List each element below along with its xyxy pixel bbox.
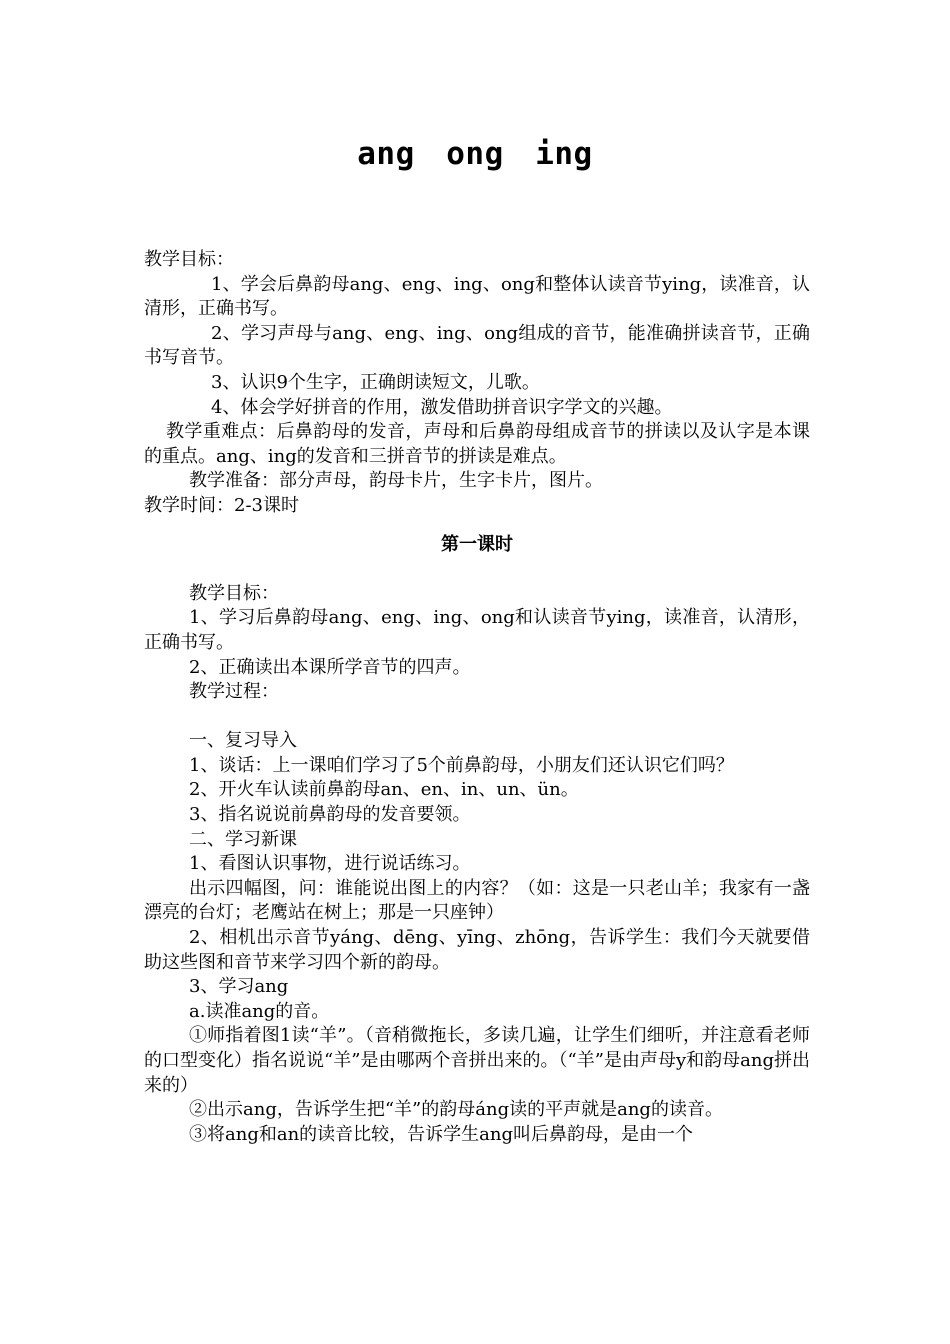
lesson-objective-item: 2、正确读出本课所学音节的四声。 bbox=[189, 656, 471, 678]
review-item: 3、指名说说前鼻韵母的发音要领。 bbox=[189, 804, 471, 826]
review-item: 2、开火车认读前鼻韵母an、en、in、un、ün。 bbox=[189, 779, 579, 801]
new-lesson-item: ③将ang和an的读音比较，告诉学生ang叫后鼻韵母，是由一个 bbox=[189, 1123, 694, 1145]
new-lesson-item: 出示四幅图，问：谁能说出图上的内容？（如：这是一只老山羊；我家有一盏漂亮的台灯；老鹰站在树上；那是一只座钟） bbox=[144, 877, 810, 924]
lesson-objective-item: 1、学习后鼻韵母ang、eng、ing、ong和认读音节ying，读准音，认清形，正确书写。 bbox=[144, 607, 810, 653]
objectives-heading: 教学目标： bbox=[144, 249, 234, 270]
lesson-heading: 第一课时 bbox=[441, 533, 513, 555]
new-lesson-item: ②出示ang，告诉学生把“羊”的韵母áng读的平声就是ang的读音。 bbox=[189, 1099, 723, 1121]
preparation: 教学准备：部分声母，韵母卡片，生字卡片，图片。 bbox=[189, 470, 603, 492]
document-body bbox=[144, 248, 810, 1147]
new-lesson-item: ①师指着图1读“羊”。（音稍微拖长，多读几遍，让学生们细听，并注意看老师的口型变化）指名说说“羊”是由哪两个音拼出来的。（“羊”是由声母y和韵母ang拼出来的） bbox=[144, 1025, 810, 1096]
process-heading: 教学过程： bbox=[189, 681, 279, 703]
objective-item: 2、学习声母与ang、eng、ing、ong组成的音节，能准确拼读音节，正确书写音节。 bbox=[144, 322, 810, 369]
review-heading: 一、复习导入 bbox=[189, 730, 297, 752]
new-lesson-item: a.读准ang的音。 bbox=[189, 1000, 330, 1022]
page-title: ang ong ing bbox=[357, 136, 593, 172]
objective-item: 3、认识9个生字，正确朗读短文，儿歌。 bbox=[211, 371, 540, 393]
new-lesson-item: 2、相机出示音节yáng、dēng、yīng、zhōng，告诉学生：我们今天就要借助这些图和音节来学习四个新的韵母。 bbox=[144, 927, 810, 973]
lesson-objectives-heading: 教学目标： bbox=[189, 582, 279, 604]
new-lesson-heading: 二、学习新课 bbox=[189, 828, 297, 850]
new-lesson-item: 1、看图认识事物，进行说话练习。 bbox=[189, 853, 471, 875]
teaching-time: 教学时间：2-3课时 bbox=[144, 494, 299, 516]
objective-item: 4、体会学好拼音的作用，激发借助拼音识字学文的兴趣。 bbox=[211, 396, 673, 418]
review-item: 1、谈话：上一课咱们学习了5个前鼻韵母，小朋友们还认识它们吗？ bbox=[189, 754, 734, 776]
new-lesson-item: 3、学习ang bbox=[189, 976, 289, 998]
key-points: 教学重难点：后鼻韵母的发音，声母和后鼻韵母组成音节的拼读以及认字是本课的重点。ang、ing的发音和三拼音节的拼读是难点。 bbox=[144, 421, 810, 467]
objective-item: 1、学会后鼻韵母ang、eng、ing、ong和整体认读音节ying，读准音，认清形，正确书写。 bbox=[144, 273, 810, 320]
